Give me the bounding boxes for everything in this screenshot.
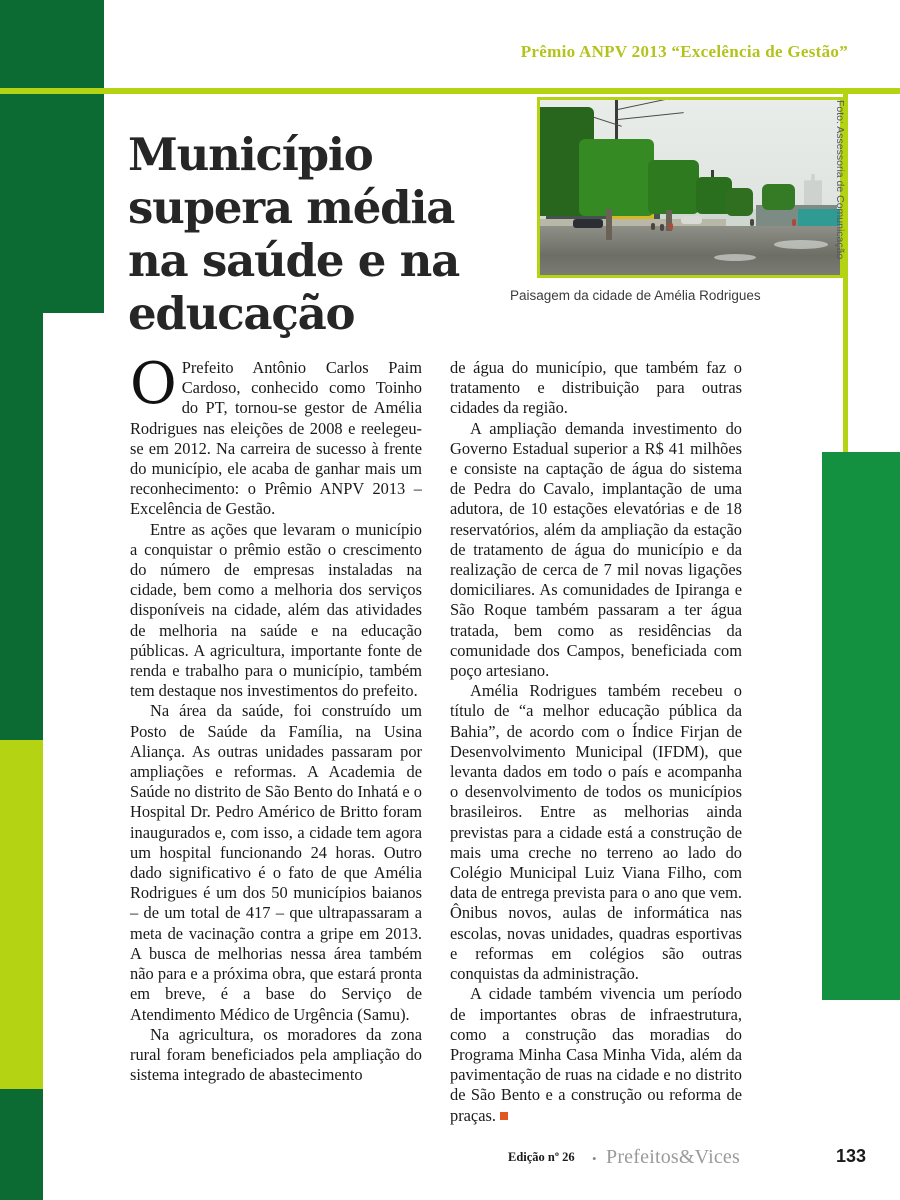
- photo-tree: [648, 160, 699, 214]
- headline-line-2: supera média: [128, 181, 455, 235]
- end-of-article-marker: [500, 1112, 508, 1120]
- photo-parked-car: [573, 219, 603, 228]
- paragraph-text: A cidade também vivencia um período de importantes obras de infraestrutura, como a construção das moradias do Programa Minha Casa Minha Vida, além da pavimentação de ruas na cidade e no distrito de São Bento e a construção ou reforma de praças.: [450, 984, 742, 1125]
- body-column-right: [450, 358, 742, 1126]
- headline-line-3: na saúde e na: [128, 234, 460, 288]
- paragraph: Na agricultura, os moradores da zona rural foram beneficiados pela ampliação do sistema integrado de abastecimento: [130, 1024, 422, 1085]
- paragraph: Na área da saúde, foi construído um Posto de Saúde da Família, na Usina Aliança. As outras unidades passaram por ampliações e reformas. A Academia de Saúde no distrito de São Bento do Inhatá e o Hospital Dr. Pedro Américo de Britto foram inaugurados e, com isso, a cidade tem agora um hospital funcionando 24 horas. Outro dado significativo é o fato de que Amélia Rodrigues é um dos 50 municípios baianos – de um total de 417 – que ultrapassaram a meta de vacinação contra a gripe em 2013. A busca de melhorias nessa área também não para e a próxima obra, que estará pronta em breve, é a base do Serviço de Atendimento Médico de Urgência (Samu).: [130, 701, 422, 1024]
- photo-caption: Paisagem da cidade de Amélia Rodrigues: [510, 288, 761, 303]
- header-divider-rule: [0, 88, 900, 94]
- photo-road: [540, 226, 840, 275]
- page-title: [128, 128, 528, 340]
- photo-parked-van: [681, 216, 702, 225]
- footer-separator: •: [592, 1151, 597, 1166]
- photo-pedestrian: [660, 224, 664, 231]
- page-number: 133: [836, 1146, 867, 1166]
- paragraph: A ampliação demanda investimento do Governo Estadual superior a R$ 41 milhões e consiste na captação de água do sistema de Pedra do Cavalo, implantação de uma adutora, de 10 estações elevatórias e de 18 reservatórios, além da ampliação da estação de tratamento de água do município e da realização de cerca de 7 mil novas ligações domiciliares. As comunidades de Ipiranga e São Roque também passaram a ter água tratada, bem como as residências da comunidade dos Campos, beneficiada com poço artesiano.: [450, 418, 742, 681]
- article-photo: [537, 97, 843, 278]
- photo-illustration: [540, 100, 840, 275]
- footer-edition-label: Edição nº 26: [508, 1150, 575, 1164]
- paragraph: Amélia Rodrigues também recebeu o título de “a melhor educação pública da Bahia”, de acordo com o Índice Firjan de Desenvolvimento Municipal (IFDM), que levanta dados em todo o país e acompanha o desenvolvimento de todos os municípios brasileiros. Entre as melhorias ainda previstas para a cidade está a construção de mais uma creche no terreno ao lado do Colégio Municipal Luiz Viana Filho, com data de entrega prevista para o ano que vem. Ônibus novos, aulas de informática nas escolas, novas unidades, quadras esportivas e reformas em colégios são outras conquistas da administração.: [450, 681, 742, 984]
- photo-pedestrian: [792, 219, 796, 226]
- body-column-left: [130, 351, 422, 1085]
- photo-puddle: [774, 240, 828, 249]
- right-green-block: [822, 452, 900, 1000]
- photo-puddle: [714, 254, 756, 261]
- photo-tree: [579, 139, 654, 216]
- photo-tree: [726, 188, 753, 216]
- photo-pedestrian: [669, 223, 673, 230]
- photo-credit: Foto: Assessoria de Comunicação: [834, 100, 846, 260]
- photo-tree: [762, 184, 795, 210]
- paragraph: Entre as ações que levaram o município a conquistar o prêmio estão o crescimento do número de empresas instaladas na cidade, bem como a melhoria dos serviços disponíveis na cidade, além das atividades de melhoria na saúde e na educação públicas. A agricultura, importante fonte de renda e trabalho para o município, também tem destaque nos investimentos do prefeito.: [130, 519, 422, 701]
- section-kicker: Prêmio ANPV 2013 “Excelência de Gestão”: [520, 42, 848, 61]
- drop-cap: O: [130, 351, 177, 417]
- headline-line-1: Município: [128, 128, 373, 182]
- photo-tree-trunk: [606, 209, 612, 241]
- photo-pedestrian: [651, 223, 655, 230]
- photo-pedestrian: [750, 219, 754, 226]
- paragraph: [450, 984, 742, 1125]
- paragraph: de água do município, que também faz o tratamento e distribuição para outras cidades da região.: [450, 358, 742, 418]
- paragraph-text: Prefeito Antônio Carlos Paim Cardoso, conhecido como Toinho do PT, tornou-se gestor de Amélia Rodrigues nas eleições de 2008 e reelegeu-se em 2012. Na carreira de sucesso à frente do município, ele acaba de ganhar mais um reconhecimento: o Prêmio ANPV 2013 – Excelência de Gestão.: [130, 358, 422, 519]
- left-lime-bar: [0, 740, 43, 1089]
- left-green-bar-lower: [0, 1089, 43, 1200]
- left-green-bar-upper: [0, 313, 43, 740]
- page-footer: [0, 1146, 900, 1180]
- left-green-block-middle: [0, 94, 104, 313]
- footer-brand-name: Prefeitos&Vices: [606, 1146, 740, 1168]
- paragraph: [130, 351, 422, 520]
- headline-line-4: educação: [128, 287, 355, 341]
